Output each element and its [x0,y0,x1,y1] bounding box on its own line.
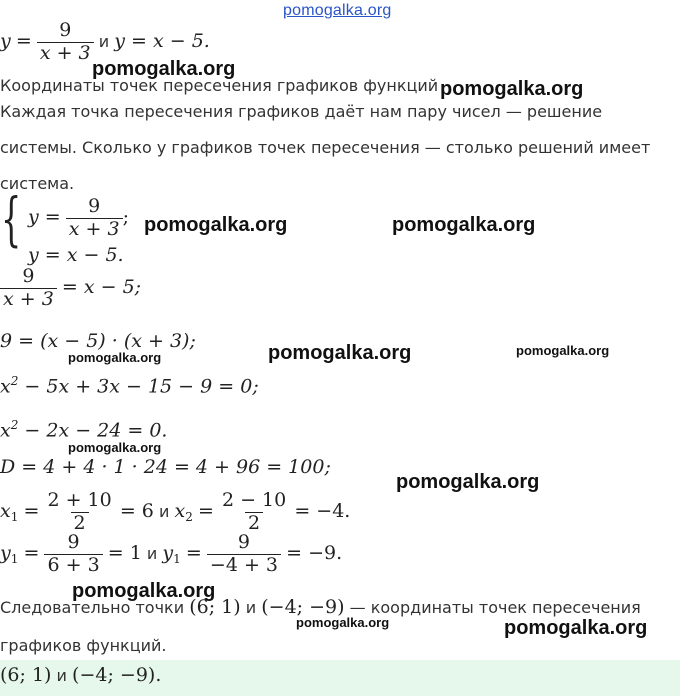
watermark: pomogalka.org [392,214,536,236]
equation-2: 9 = (x − 5) · (x + 3); [0,330,196,352]
var-y: y [0,29,11,52]
conclusion-line-1: Следовательно точки (6; 1) и (−4; −9) — координаты точек пересечения [0,596,641,618]
watermark: pomogalka.org [68,350,162,365]
watermark-top: pomogalka.org [283,2,392,19]
answer-text: (6; 1) и (−4; −9). [0,664,162,686]
fraction: $\frac{9}{x + 3}$ [37,20,94,65]
paragraph-line: системы. Сколько у графиков точек пересечения — столько решений имеет [0,138,651,157]
watermark: pomogalka.org [92,58,236,80]
watermark: pomogalka.org [268,342,412,364]
equation-discriminant: D = 4 + 4 · 1 · 24 = 4 + 96 = 100; [0,456,331,478]
equation-3: $x^2 - 5x + 3x - 15 - 9 = 0$; [0,374,259,398]
system-row-2: y = x − 5. [28,244,124,266]
answer-box [0,660,680,696]
paragraph-line: система. [0,174,75,193]
watermark: pomogalka.org [516,343,610,358]
watermark: pomogalka.org [72,580,216,602]
watermark: pomogalka.org [68,440,162,455]
conclusion-line-2: графиков функций. [0,636,167,655]
equation-4: $x^2 - 2x - 24 = 0$. [0,418,168,442]
text-intersection-coordinates: Координаты точек пересечения графиков функций [0,76,439,95]
system-brace: { [1,185,22,253]
paragraph-line: Каждая точка пересечения графиков даёт нам пару чисел — решение [0,102,603,121]
watermark: pomogalka.org [296,615,390,630]
watermark: pomogalka.org [396,471,540,493]
equation-roots-x: $x_1$ = $\frac{2 + 10}{2}$ = 6 и $x_2$ = $\frac{2 - 10}{2}$ = −4. [0,489,351,534]
watermark: pomogalka.org [144,214,288,236]
watermark: pomogalka.org [440,78,584,100]
watermark: pomogalka.org [504,617,648,639]
equation-1: $\frac{9}{x + 3}$ = x − 5; [0,266,141,311]
function-definitions: y = $\frac{9}{x + 3}$ и y = x − 5. [0,19,210,64]
system-row-1: y = $\frac{9}{x + 3}$ ; [28,195,130,240]
equation-roots-y: $y_1$ = $\frac{9}{6 + 3}$ = 1 и $y_1$ = $\frac{9}{-4 + 3}$ = −9. [0,531,343,576]
